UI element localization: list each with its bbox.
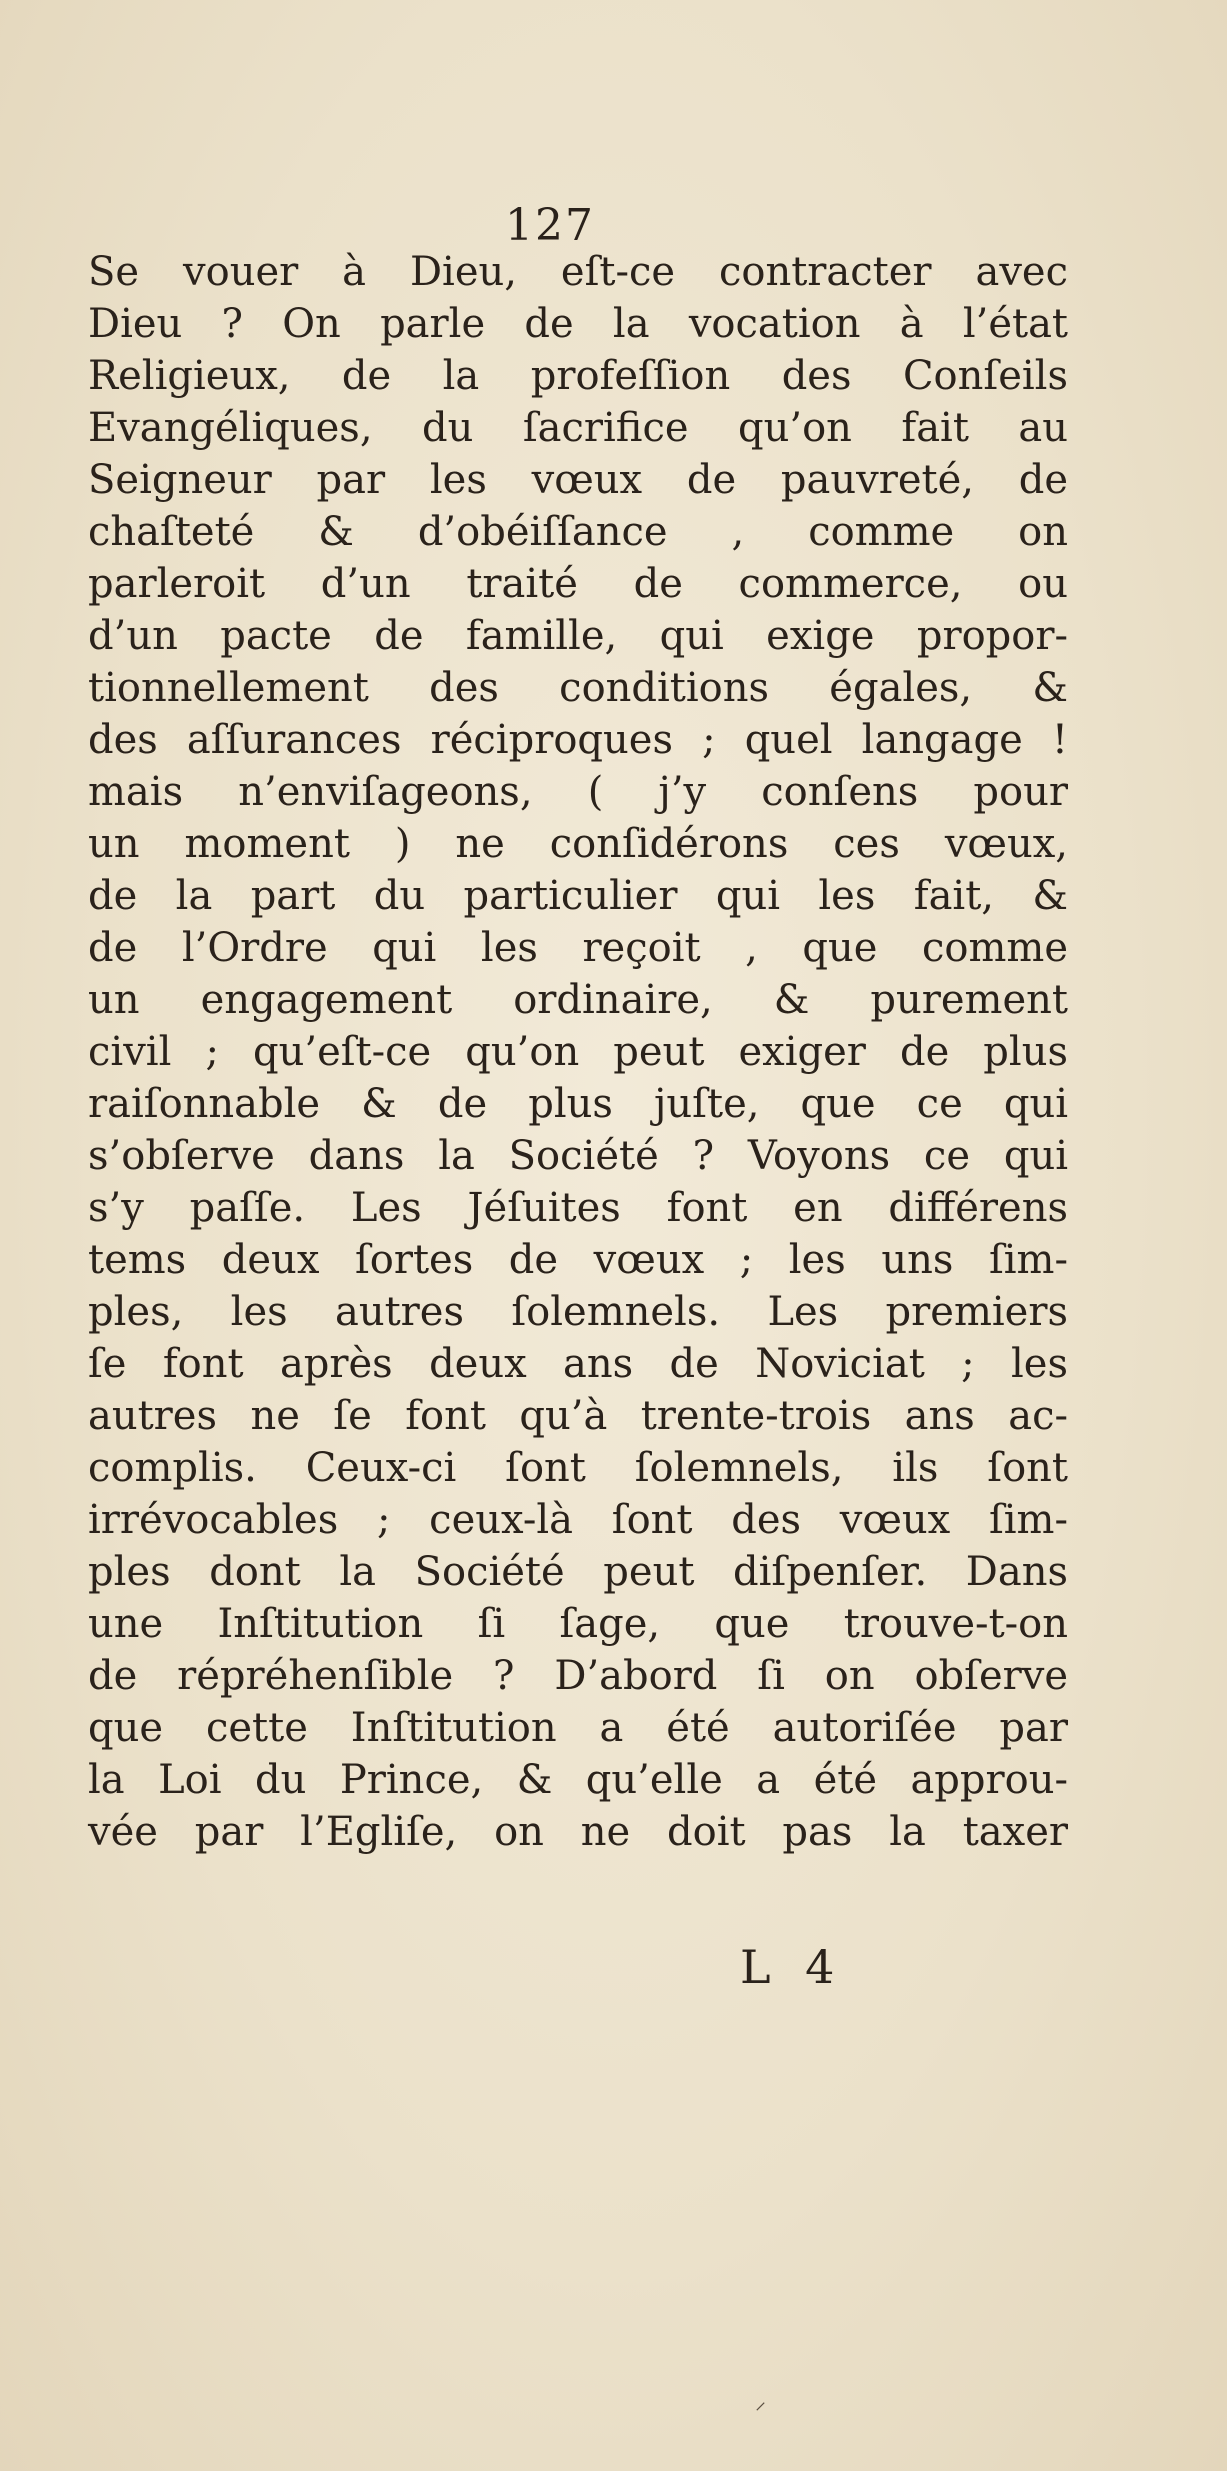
- text-line: ſe font après deux ans de Noviciat ; les: [88, 1341, 1068, 1387]
- text-line: civil ; qu’eſt-ce qu’on peut exiger de plus: [88, 1029, 1068, 1075]
- signature-mark: L 4: [740, 1940, 845, 1994]
- body-text: [88, 246, 1068, 1858]
- text-line: la Loi du Prince, & qu’elle a été approu-: [88, 1757, 1068, 1803]
- text-line: s’obſerve dans la Société ? Voyons ce qui: [88, 1133, 1068, 1179]
- text-line: un engagement ordinaire, & purement: [88, 977, 1068, 1023]
- text-line: complis. Ceux-ci ſont ſolemnels, ils ſont: [88, 1445, 1068, 1491]
- text-line: que cette Inſtitution a été autoriſée par: [88, 1705, 1068, 1751]
- text-line: des aſſurances réciproques ; quel langage !: [88, 717, 1068, 763]
- text-line: s’y paſſe. Les Jéſuites font en différens: [88, 1185, 1068, 1231]
- page-number: 127: [505, 200, 595, 251]
- text-line: autres ne ſe font qu’à trente-trois ans ac-: [88, 1393, 1068, 1439]
- text-line: irrévocables ; ceux-là ſont des vœux ſim-: [88, 1497, 1068, 1543]
- text-line: vée par l’Egliſe, on ne doit pas la taxer: [88, 1809, 1068, 1855]
- text-line: Dieu ? On parle de la vocation à l’état: [88, 301, 1068, 347]
- text-line: de la part du particulier qui les fait, &: [88, 873, 1068, 919]
- text-line: tionnellement des conditions égales, &: [88, 665, 1068, 711]
- text-line: d’un pacte de famille, qui exige propor-: [88, 613, 1068, 659]
- text-line: de répréhenſible ? D’abord ſi on obſerve: [88, 1653, 1068, 1699]
- ink-speck: ⸍: [755, 2399, 767, 2424]
- text-line: ples, les autres ſolemnels. Les premiers: [88, 1289, 1068, 1335]
- text-line: un moment ) ne conſidérons ces vœux,: [88, 821, 1068, 867]
- text-line: parleroit d’un traité de commerce, ou: [88, 561, 1068, 607]
- text-line: ples dont la Société peut diſpenſer. Dans: [88, 1549, 1068, 1595]
- text-line: raiſonnable & de plus juſte, que ce qui: [88, 1081, 1068, 1127]
- text-line: une Inſtitution ſi ſage, que trouve-t-on: [88, 1601, 1068, 1647]
- text-line: Seigneur par les vœux de pauvreté, de: [88, 457, 1068, 503]
- text-line: tems deux ſortes de vœux ; les uns ſim-: [88, 1237, 1068, 1283]
- text-line: Se vouer à Dieu, eſt-ce contracter avec: [88, 249, 1068, 295]
- text-line: Religieux, de la profeſſion des Conſeils: [88, 353, 1068, 399]
- text-line: chaſteté & d’obéiſſance , comme on: [88, 509, 1068, 555]
- text-line: de l’Ordre qui les reçoit , que comme: [88, 925, 1068, 971]
- text-line: mais n’enviſageons, ( j’y conſens pour: [88, 769, 1068, 815]
- text-line: Evangéliques, du ſacrifice qu’on fait au: [88, 405, 1068, 451]
